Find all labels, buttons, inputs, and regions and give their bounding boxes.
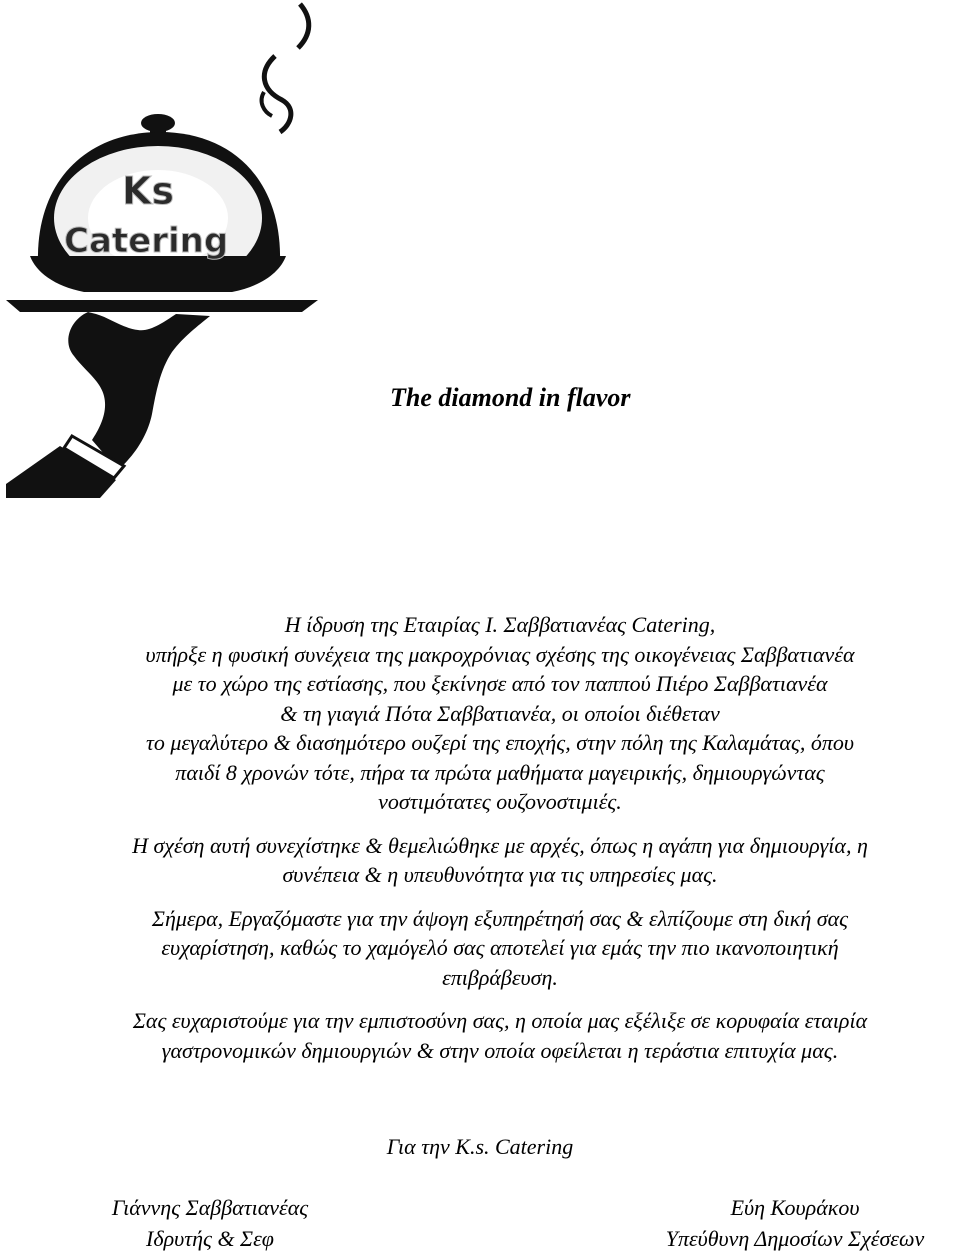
logo-text-catering: Catering xyxy=(64,221,229,261)
paragraph-history xyxy=(60,610,940,817)
text-line: παιδί 8 χρονών τότε, πήρα τα πρώτα μαθήματα μαγειρικής, δημιουργώντας xyxy=(175,759,825,785)
text-line: Σας ευχαριστούμε για την εμπιστοσύνη σας, η οποία μας εξέλιξε σε κορυφαία εταιρία xyxy=(132,1008,868,1033)
text-line: υπήρξε η φυσική συνέχεια της μακροχρόνιας σχέσης της οικογένειας Σαββατιανέα xyxy=(145,641,855,667)
text-line: γαστρονομικών δημιουργιών & στην οποία οφείλεται η τεράστια επιτυχία μας. xyxy=(161,1037,839,1063)
text-line: επιβράβευση. xyxy=(442,964,558,990)
text-line: ευχαρίστηση, καθώς το χαμόγελό σας αποτελεί για εμάς την πιο ικανοποιητική xyxy=(161,935,839,960)
text-line: Σήμερα, Εργαζόμαστε για την άψογη εξυπηρέτησή σας & ελπίζουμε στη δική σας xyxy=(151,905,849,931)
signature-role: Ιδρυτής & Σεφ xyxy=(146,1226,274,1251)
steam-icon xyxy=(264,56,291,132)
company-history-text xyxy=(60,610,940,1079)
text-line: με το χώρο της εστίασης, που ξεκίνησε από τον παππού Πιέρο Σαββατιανέα xyxy=(172,671,828,696)
closing-line: Για την K.s. Catering xyxy=(386,1134,574,1159)
paragraph-today xyxy=(60,904,940,993)
paragraph-thanks xyxy=(60,1006,940,1065)
paragraph-values xyxy=(60,831,940,890)
text-line: Η σχέση αυτή συνεχίστηκε & θεμελιώθηκε με αρχές, όπως η αγάπη για δημιουργία, η xyxy=(132,832,868,858)
signature-name: Γιάννης Σαββατιανέας xyxy=(111,1195,309,1220)
signature-name: Εύη Κουράκου xyxy=(730,1195,860,1220)
text-line: Η ίδρυση της Εταιρίας Ι. Σαββατιανέας Catering, xyxy=(284,612,716,637)
steam-icon xyxy=(262,92,272,116)
signature-founder xyxy=(70,1192,350,1254)
steam-icon xyxy=(298,4,309,48)
ks-catering-logo xyxy=(0,0,330,500)
logo-text-ks: Ks xyxy=(122,169,175,213)
signature-role: Υπεύθυνη Δημοσίων Σχέσεων xyxy=(665,1226,925,1251)
signature-pr xyxy=(630,1192,960,1254)
text-line: & τη γιαγιά Πότα Σαββατιανέα, οι οποίοι διέθεταν xyxy=(280,700,720,726)
text-line: συνέπεια & η υπευθυνότητα για τις υπηρεσίες μας. xyxy=(282,862,718,887)
text-line: το μεγαλύτερο & διασημότερο ουζερί της εποχής, στην πόλη της Καλαμάτας, όπου xyxy=(145,730,855,755)
text-line: νοστιμότατες ουζονοστιμιές. xyxy=(378,789,622,814)
tagline: The diamond in flavor xyxy=(390,383,631,412)
